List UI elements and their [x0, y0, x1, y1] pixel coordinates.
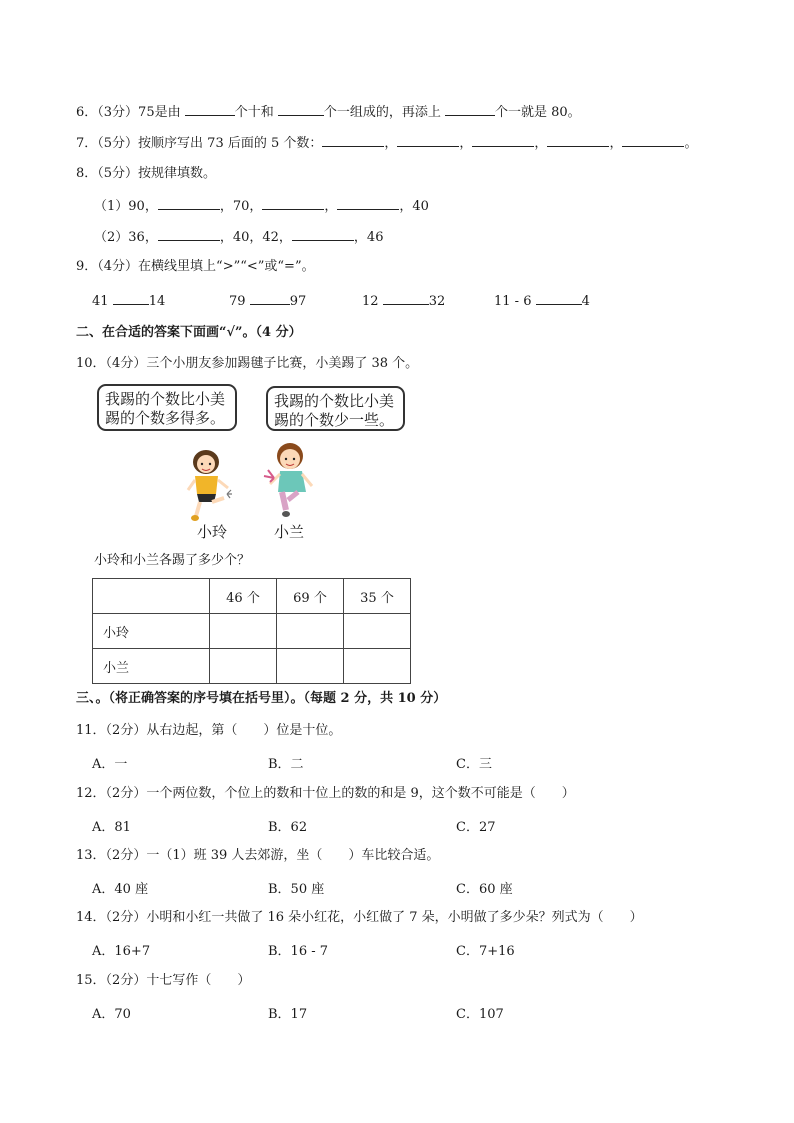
answer-blank[interactable] — [113, 291, 149, 305]
row-label: 小玲 — [93, 614, 210, 649]
answer-blank[interactable] — [622, 133, 684, 147]
answer-cell[interactable] — [277, 649, 344, 684]
table-header-cell: 35 个 — [344, 579, 411, 614]
option-b[interactable]: B．50 座 — [268, 882, 325, 897]
girl-name-xiaoling: 小玲 — [197, 523, 228, 541]
table-row — [93, 649, 411, 684]
option-c[interactable]: C．107 — [456, 1007, 504, 1022]
option-a[interactable]: A．一 — [92, 757, 128, 772]
option-b[interactable]: B．62 — [268, 820, 308, 835]
question-10-prompt: 小玲和小兰各踢了多少个？ — [94, 553, 251, 568]
answer-cell[interactable] — [344, 614, 411, 649]
girl-xiaolan-illustration — [260, 440, 318, 522]
speech-bubble-left: 我踢的个数比小美 踢的个数多得多。 — [97, 384, 237, 431]
option-c[interactable]: C．三 — [456, 757, 492, 772]
answer-blank[interactable] — [337, 196, 399, 210]
answer-blank[interactable] — [536, 291, 582, 305]
question-8-title: 8．（5分）按规律填数。 — [76, 166, 217, 181]
question-10-title: 10．（4分）三个小朋友参加踢毽子比赛，小美踢了 38 个。 — [76, 356, 419, 371]
option-c[interactable]: C．7+16 — [456, 944, 515, 959]
answer-blank[interactable] — [472, 133, 534, 147]
table-header-row — [93, 579, 411, 614]
answer-blank[interactable] — [383, 291, 429, 305]
answer-blank[interactable] — [547, 133, 609, 147]
answer-blank[interactable] — [158, 227, 220, 241]
option-b[interactable]: B．17 — [268, 1007, 308, 1022]
answer-blank[interactable] — [292, 227, 354, 241]
answer-blank[interactable] — [445, 102, 495, 116]
question-11-title: 11．（2分）从右边起，第（ ）位是十位。 — [76, 723, 342, 738]
answer-cell[interactable] — [344, 649, 411, 684]
option-c[interactable]: C．60 座 — [456, 882, 513, 897]
option-a[interactable]: A．40 座 — [92, 882, 149, 897]
speech-bubble-right: 我踢的个数比小美 踢的个数少一些。 — [266, 386, 405, 431]
table-row — [93, 614, 411, 649]
question-14-title: 14．（2分）小明和小红一共做了 16 朵小红花，小红做了 7 朵，小明做了多少朵？列式为（ ） — [76, 910, 643, 925]
table-header-cell — [93, 579, 210, 614]
section-2-heading: 二、在合适的答案下面画“√”。（4 分） — [76, 325, 302, 340]
option-c[interactable]: C．27 — [456, 820, 496, 835]
answer-cell[interactable] — [210, 614, 277, 649]
answer-blank[interactable] — [322, 133, 384, 147]
compare-item-2: 79 97 — [229, 291, 306, 311]
question-7: 7．（5分）按顺序写出 73 后面的 5 个数： ， ， ， ， 。 — [76, 133, 697, 153]
answer-blank[interactable] — [278, 102, 324, 116]
section-3-heading: 三、。（将正确答案的序号填在括号里）。（每题 2 分，共 10 分） — [76, 691, 447, 706]
option-a[interactable]: A．70 — [92, 1007, 131, 1022]
option-b[interactable]: B．二 — [268, 757, 304, 772]
answer-blank[interactable] — [262, 196, 324, 210]
compare-item-1: 41 14 — [92, 291, 165, 311]
question-6: 6．（3分）75是由 个十和 个一组成的，再添上 个一就是 80。 — [76, 102, 581, 122]
question-8-row-1: （1）90， ，70， ， ，40 — [94, 196, 429, 216]
row-label: 小兰 — [93, 649, 210, 684]
table-header-cell: 69 个 — [277, 579, 344, 614]
answer-blank[interactable] — [158, 196, 220, 210]
compare-item-3: 12 32 — [362, 291, 445, 311]
answer-cell[interactable] — [277, 614, 344, 649]
question-15-title: 15．（2分）十七写作（ ） — [76, 973, 251, 988]
question-13-title: 13．（2分）一（1）班 39 人去郊游，坐（ ）车比较合适。 — [76, 848, 440, 863]
option-b[interactable]: B．16 - 7 — [268, 944, 329, 959]
question-8-row-2: （2）36， ，40，42， ，46 — [94, 227, 383, 247]
girl-name-xiaolan: 小兰 — [274, 523, 305, 541]
question-9-title: 9．（4分）在横线里填上“>”“<”或“=”。 — [76, 259, 315, 274]
answer-cell[interactable] — [210, 649, 277, 684]
option-a[interactable]: A．81 — [92, 820, 131, 835]
answer-table — [92, 578, 411, 684]
answer-blank[interactable] — [397, 133, 459, 147]
answer-blank[interactable] — [250, 291, 290, 305]
option-a[interactable]: A．16+7 — [92, 944, 151, 959]
answer-blank[interactable] — [185, 102, 235, 116]
question-12-title: 12．（2分）一个两位数，个位上的数和十位上的数的和是 9，这个数不可能是（ ） — [76, 786, 575, 801]
girl-xiaoling-illustration — [180, 446, 236, 524]
table-header-cell: 46 个 — [210, 579, 277, 614]
compare-item-4: 11 - 6 4 — [494, 291, 590, 311]
